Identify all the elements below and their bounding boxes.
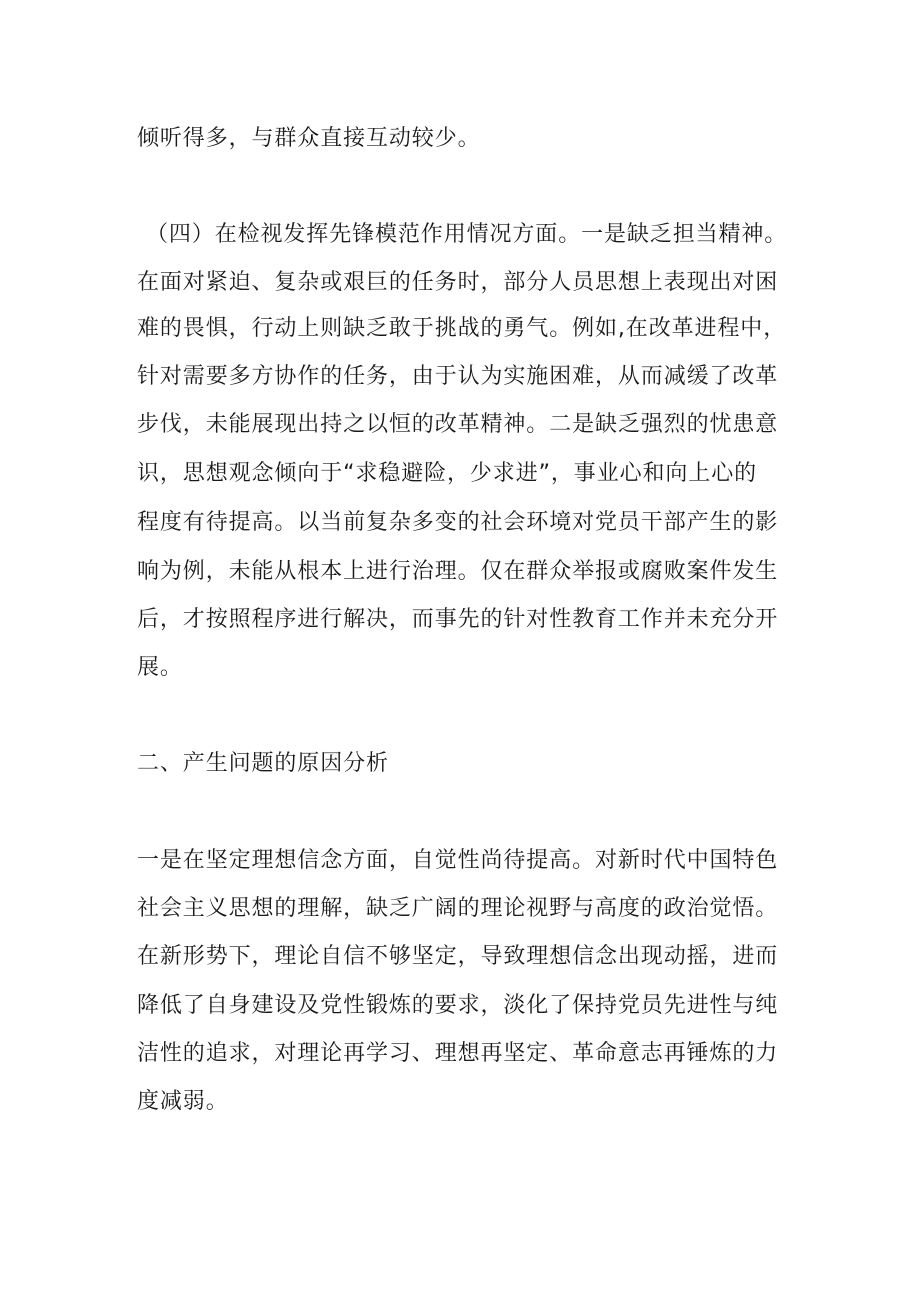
paragraph-line: 降低了自身建设及党性锻炼的要求，淡化了保持党员先进性与纯: [137, 993, 779, 1018]
paragraph-line: 社会主义思想的理解，缺乏广阔的理论视野与高度的政治觉悟。: [137, 896, 779, 921]
paragraph-line: 度减弱。: [137, 1089, 229, 1114]
paragraph-line: 展。: [137, 655, 183, 680]
paragraph-line: 后，才按照程序进行解决，而事先的针对性教育工作并未充分开: [137, 607, 779, 632]
paragraph-line: 响为例，未能从根本上进行治理。仅在群众举报或腐败案件发生: [137, 559, 779, 584]
paragraph-line: 针对需要多方协作的任务，由于认为实施困难，从而减缓了改革: [137, 364, 779, 389]
paragraph-line: 在面对紧迫、复杂或艰巨的任务时，部分人员思想上表现出对困: [137, 270, 779, 295]
section-title: 二、产生问题的原因分析: [137, 751, 389, 776]
paragraph-line: 在新形势下，理论自信不够坚定，导致理想信念出现动摇，进而: [137, 944, 779, 969]
paragraph-line: 洁性的追求，对理论再学习、理想再坚定、革命意志再锤炼的力: [137, 1041, 779, 1066]
paragraph-line: 倾听得多，与群众直接互动较少。: [137, 126, 481, 151]
paragraph-line: 程度有待提高。以当前复杂多变的社会环境对党员干部产生的影: [137, 510, 779, 535]
section-heading-line: （四）在检视发挥先锋模范作用情况方面。一是缺乏担当精神。: [146, 222, 788, 247]
paragraph-line: 一是在坚定理想信念方面，自觉性尚待提高。对新时代中国特色: [137, 848, 779, 873]
paragraph-line: 步伐，未能展现出持之以恒的改革精神。二是缺乏强烈的忧患意: [137, 412, 779, 437]
paragraph-line: 识，思想观念倾向于“求稳避险，少求进”，事业心和向上心的: [137, 461, 757, 486]
paragraph-line: 难的畏惧，行动上则缺乏敢于挑战的勇气。例如,在改革进程中，: [137, 316, 787, 341]
